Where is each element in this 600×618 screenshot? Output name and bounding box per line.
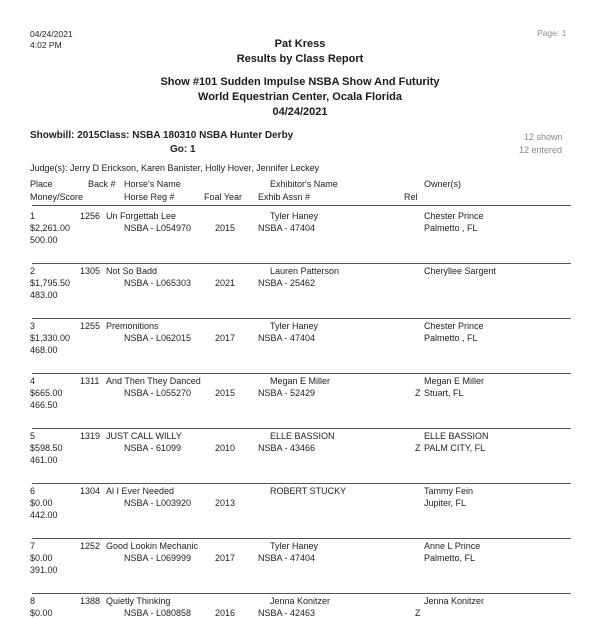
entry-score: 391.00 — [30, 565, 58, 575]
entry-horse-name: Al I Ever Needed — [106, 486, 175, 496]
entry-score: 500.00 — [30, 235, 58, 245]
entry-horse-reg: NSBA - L069999 — [124, 553, 192, 563]
entry-place: 4 — [30, 376, 36, 386]
header-divider — [32, 205, 571, 206]
row-divider — [32, 593, 571, 594]
entry-foal-year: 2010 — [215, 443, 236, 453]
entry-owner-location: PALM CITY, FL — [424, 443, 486, 453]
entry-owner: Megan E Miller — [424, 376, 485, 386]
entry-score: 461.00 — [30, 455, 58, 465]
entry-exhib-assn: NSBA - 47404 — [258, 333, 316, 343]
entry-rel: Z — [415, 443, 421, 453]
entry-owner: Tammy Fein — [424, 486, 474, 496]
entry-horse-name: Good Lookin Mechanic — [106, 541, 199, 551]
entry-horse-reg: NSBA - L003920 — [124, 498, 192, 508]
entry-foal-year: 2017 — [215, 553, 236, 563]
entry-exhibitor-name: ROBERT STUCKY — [270, 486, 347, 496]
col-horse-name: Horse's Name — [124, 179, 181, 189]
entry-score: 468.00 — [30, 345, 58, 355]
entry-horse-reg: NSBA - 61099 — [124, 443, 182, 453]
entry-rel: Z — [415, 388, 421, 398]
entry-money: $0.00 — [30, 553, 53, 563]
judges: Judge(s): Jerry D Erickson, Karen Banister, Holly Hover, Jennifer Leckey — [30, 163, 320, 173]
entry-place: 6 — [30, 486, 36, 496]
entry-rel: Z — [415, 608, 421, 618]
entry-foal-year: 2013 — [215, 498, 236, 508]
show-title: Show #101 Sudden Impulse NSBA Show And Futurity — [160, 76, 440, 88]
entry-place: 7 — [30, 541, 36, 551]
entry-place: 5 — [30, 431, 36, 441]
entry-horse-reg: NSBA - L054970 — [124, 223, 192, 233]
entry-exhib-assn: NSBA - 47404 — [258, 553, 316, 563]
entry-owner: ELLE BASSION — [424, 431, 489, 441]
entry-exhibitor-name: Megan E Miller — [270, 376, 331, 386]
go-number: Go: 1 — [170, 144, 196, 155]
entry-exhib-assn: NSBA - 47404 — [258, 223, 316, 233]
col-money-score: Money/Score — [30, 192, 84, 202]
entry-place: 2 — [30, 266, 36, 276]
entry-horse-reg: NSBA - L080858 — [124, 608, 192, 618]
entry-owner-location: Palmetto, FL — [424, 553, 476, 563]
entry-place: 3 — [30, 321, 36, 331]
entry-back-number: 1256 — [80, 211, 101, 221]
entry-score: 483.00 — [30, 290, 58, 300]
entry-exhibitor-name: Tyler Haney — [270, 321, 319, 331]
entry-horse-name: And Then They Danced — [106, 376, 201, 386]
report-time: 4:02 PM — [30, 40, 62, 50]
venue: World Equestrian Center, Ocala Florida — [198, 91, 402, 103]
col-horse-reg: Horse Reg # — [124, 192, 175, 202]
entry-owner: Chester Prince — [424, 321, 484, 331]
entry-exhib-assn: NSBA - 52429 — [258, 388, 316, 398]
entry-horse-reg: NSBA - L062015 — [124, 333, 192, 343]
report-title: Results by Class Report — [236, 53, 364, 65]
page-number: Page: 1 — [537, 28, 567, 38]
report-date: 04/24/2021 — [30, 29, 73, 39]
entry-money: $0.00 — [30, 498, 53, 508]
col-exhib-assn: Exhib Assn # — [258, 192, 311, 202]
entry-foal-year: 2015 — [215, 388, 236, 398]
row-divider — [32, 318, 571, 319]
entry-back-number: 1388 — [80, 596, 101, 606]
entry-exhib-assn: NSBA - 42463 — [258, 608, 316, 618]
entry-horse-reg: NSBA - L065303 — [124, 278, 192, 288]
col-foal-year: Foal Year — [204, 192, 243, 202]
col-back: Back # — [88, 179, 116, 189]
col-rel: Rel — [404, 192, 418, 202]
entry-horse-name: Un Forgettab Lee — [106, 211, 177, 221]
entry-back-number: 1252 — [80, 541, 101, 551]
entry-horse-reg: NSBA - L055270 — [124, 388, 192, 398]
entry-score: 466.50 — [30, 400, 58, 410]
entry-score: 442.00 — [30, 510, 58, 520]
show-date: 04/24/2021 — [272, 106, 328, 118]
entry-foal-year: 2017 — [215, 333, 236, 343]
entered-count: 12 entered — [519, 145, 563, 155]
entry-owner: Jenna Konitzer — [424, 596, 485, 606]
entry-exhib-assn: NSBA - 25462 — [258, 278, 316, 288]
entry-money: $1,330.00 — [30, 333, 71, 343]
entry-back-number: 1255 — [80, 321, 101, 331]
entry-money: $2,261.00 — [30, 223, 71, 233]
entry-exhibitor-name: Tyler Haney — [270, 211, 319, 221]
entry-horse-name: Quietly Thinking — [106, 596, 171, 606]
row-divider — [32, 373, 571, 374]
shown-count: 12 shown — [524, 132, 563, 142]
entry-back-number: 1305 — [80, 266, 101, 276]
row-divider — [32, 263, 571, 264]
entry-money: $598.50 — [30, 443, 63, 453]
entry-foal-year: 2021 — [215, 278, 236, 288]
entry-owner: Chester Prince — [424, 211, 484, 221]
row-divider — [32, 483, 571, 484]
entry-owner-location: Jupiter, FL — [424, 498, 467, 508]
entry-horse-name: JUST CALL WILLY — [106, 431, 182, 441]
entry-money: $1,795.50 — [30, 278, 71, 288]
col-place: Place — [30, 179, 53, 189]
entry-back-number: 1304 — [80, 486, 101, 496]
entry-back-number: 1319 — [80, 431, 101, 441]
showbill-class: Showbill: 2015Class: NSBA 180310 NSBA Hunter Derby — [30, 130, 294, 141]
col-owners: Owner(s) — [424, 179, 462, 189]
entry-owner-location: Stuart, FL — [424, 388, 464, 398]
entry-back-number: 1311 — [80, 376, 100, 386]
entry-place: 8 — [30, 596, 36, 606]
entry-owner: Cheryllee Sargent — [424, 266, 497, 276]
entry-place: 1 — [30, 211, 36, 221]
row-divider — [32, 538, 571, 539]
entry-exhibitor-name: ELLE BASSION — [270, 431, 335, 441]
entry-foal-year: 2016 — [215, 608, 236, 618]
entry-horse-name: Not So Badd — [106, 266, 158, 276]
entry-horse-name: Premonitions — [106, 321, 159, 331]
entry-exhibitor-name: Tyler Haney — [270, 541, 319, 551]
entry-foal-year: 2015 — [215, 223, 236, 233]
entry-money: $0.00 — [30, 608, 53, 618]
entry-exhibitor-name: Jenna Konitzer — [270, 596, 331, 606]
entry-exhibitor-name: Lauren Patterson — [270, 266, 340, 276]
entry-owner-location: Palmetto , FL — [424, 223, 478, 233]
entry-owner: Anne L Prince — [424, 541, 481, 551]
col-exhibitor-name: Exhibitor's Name — [270, 179, 338, 189]
person-name: Pat Kress — [274, 38, 326, 50]
entry-owner-location: Palmetto , FL — [424, 333, 478, 343]
entry-money: $665.00 — [30, 388, 63, 398]
row-divider — [32, 428, 571, 429]
entry-exhib-assn: NSBA - 43466 — [258, 443, 316, 453]
